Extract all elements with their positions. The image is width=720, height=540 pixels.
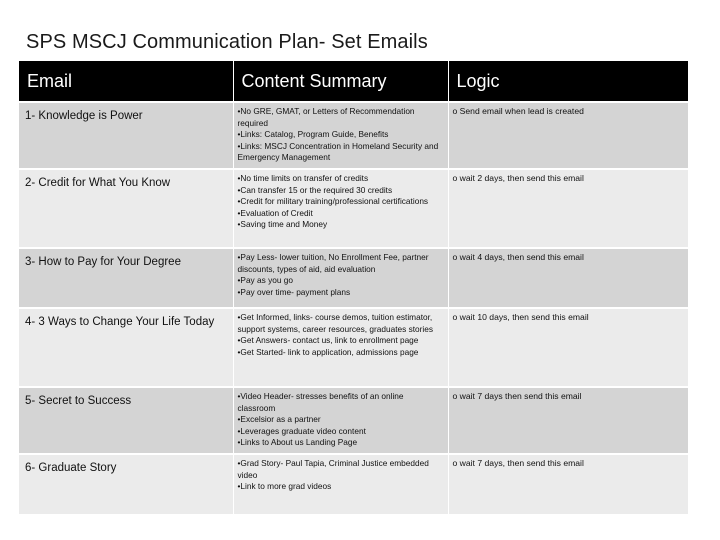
content-bullet: •Links: Catalog, Program Guide, Benefits (237, 129, 389, 140)
content-bullet: •Can transfer 15 or the required 30 credits (237, 184, 393, 195)
content-summary (233, 387, 448, 454)
email-name: 5- Secret to Success (19, 387, 233, 454)
content-bullet: •Links to About us Landing Page (237, 437, 358, 448)
table-row (19, 102, 688, 169)
logic-text: o wait 2 days, then send this email (448, 169, 688, 248)
communication-plan-table (19, 61, 688, 514)
email-name: 6- Graduate Story (19, 454, 233, 514)
content-bullet: •Grad Story- Paul Tapia, Criminal Justice embedded video (237, 458, 429, 480)
content-bullet: •Pay Less- lower tuition, No Enrollment Fee, partner discounts, types of aid, aid evaluation (237, 252, 429, 274)
logic-text: o Send email when lead is created (448, 102, 688, 169)
content-bullet: •Leverages graduate video content (237, 425, 366, 436)
logic-text: o wait 10 days, then send this email (448, 308, 688, 387)
content-bullet: •Links: MSCJ Concentration in Homeland Security and Emergency Management (237, 140, 439, 163)
table-header-row (19, 61, 688, 102)
content-summary (233, 454, 448, 514)
content-bullet: •Get Started- link to application, admissions page (237, 346, 419, 357)
content-bullet: •Excelsior as a partner (237, 414, 321, 425)
table-row (19, 248, 688, 308)
content-bullet: •Get Informed, links- course demos, tuition estimator, support systems, career resources, graduates stories (237, 312, 434, 334)
content-summary (233, 308, 448, 387)
content-bullet: •Saving time and Money (237, 219, 328, 230)
content-bullet: •Video Header- stresses benefits of an online classroom (237, 391, 404, 413)
content-bullet: •Credit for military training/professional certifications (237, 196, 429, 207)
content-bullet: •Link to more grad videos (237, 481, 332, 492)
email-name: 3- How to Pay for Your Degree (19, 248, 233, 308)
header-logic: Logic (448, 61, 688, 102)
logic-text: o wait 7 days then send this email (448, 387, 688, 454)
content-summary (233, 102, 448, 169)
logic-text: o wait 7 days, then send this email (448, 454, 688, 514)
content-bullet: •No GRE, GMAT, or Letters of Recommendation required (237, 106, 415, 128)
content-bullet: •Get Answers- contact us, link to enrollment page (237, 335, 419, 346)
email-name: 1- Knowledge is Power (19, 102, 233, 169)
content-summary (233, 248, 448, 308)
content-bullet: •No time limits on transfer of credits (237, 173, 369, 183)
logic-text: o wait 4 days, then send this email (448, 248, 688, 308)
table-row (19, 454, 688, 514)
content-bullet: •Pay over time- payment plans (237, 286, 351, 297)
table-row (19, 387, 688, 454)
content-bullet: •Evaluation of Credit (237, 207, 313, 218)
table-row (19, 308, 688, 387)
email-name: 2- Credit for What You Know (19, 169, 233, 248)
email-name: 4- 3 Ways to Change Your Life Today (19, 308, 233, 387)
table-row (19, 169, 688, 248)
content-bullet: •Pay as you go (237, 275, 293, 286)
content-summary (233, 169, 448, 248)
header-content-summary: Content Summary (233, 61, 448, 102)
page-title: SPS MSCJ Communication Plan- Set Emails (26, 31, 428, 53)
header-email: Email (19, 61, 233, 102)
